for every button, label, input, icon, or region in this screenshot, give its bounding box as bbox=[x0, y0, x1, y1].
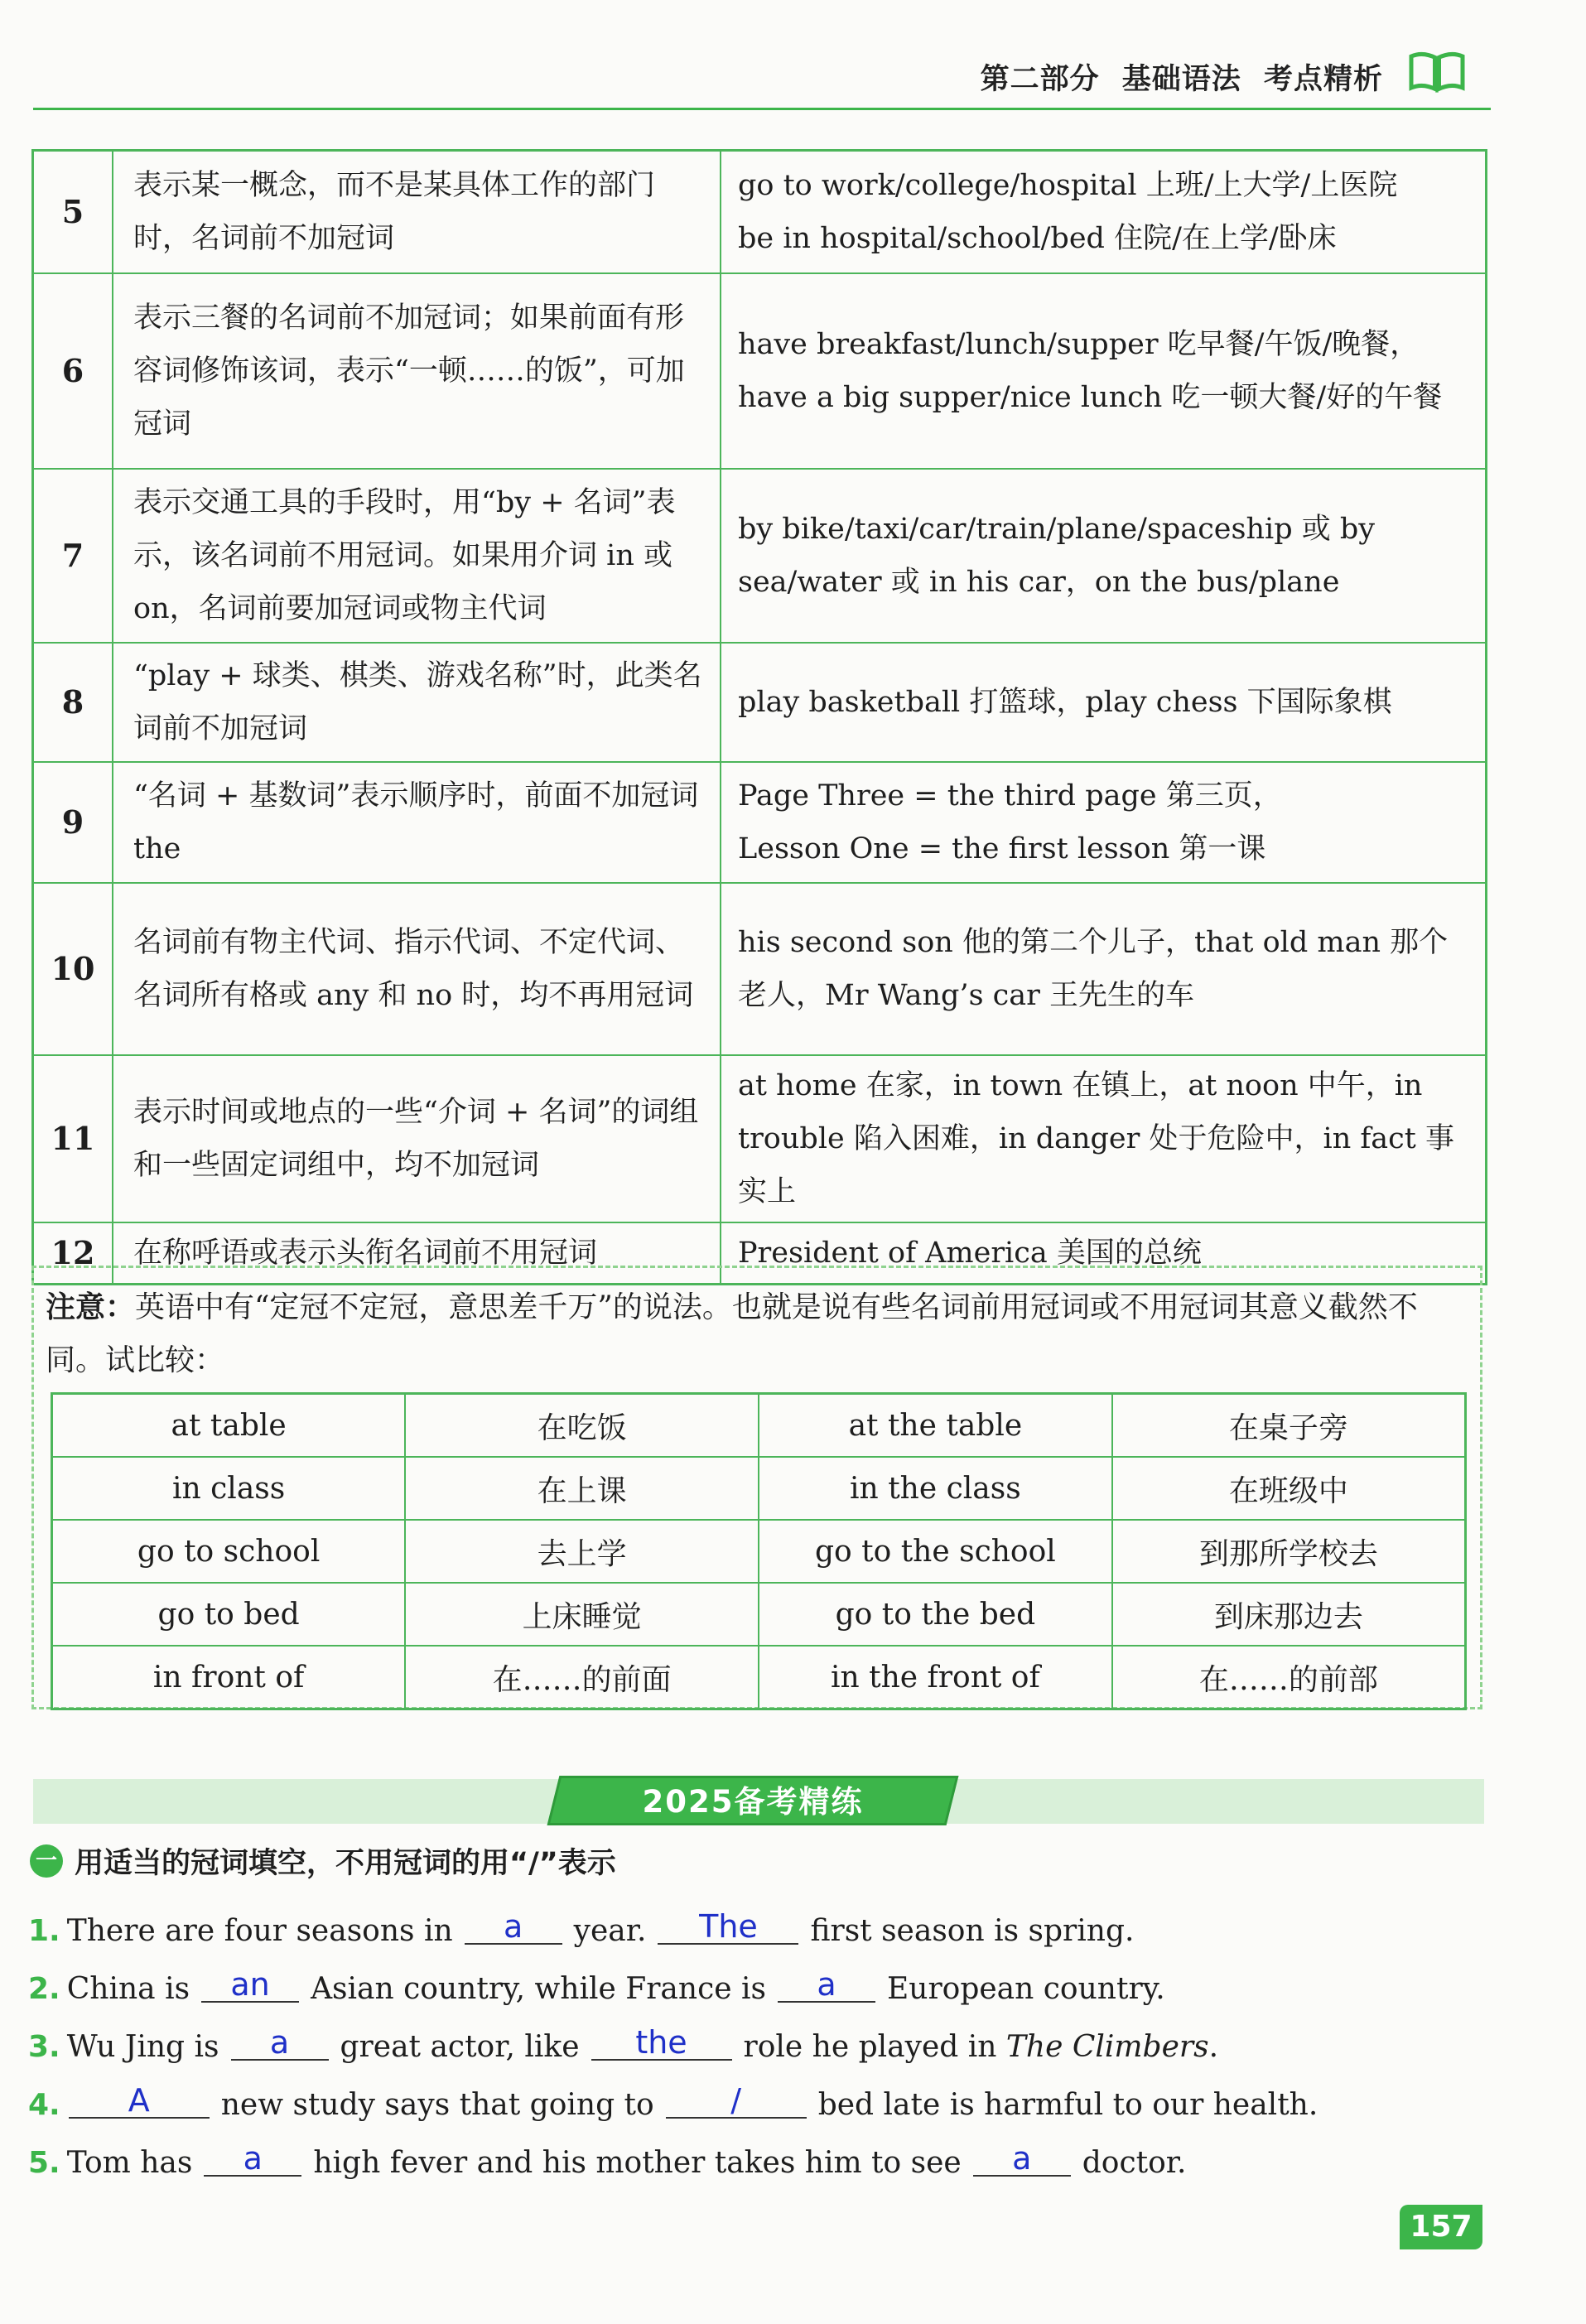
rule-number: 8 bbox=[33, 643, 113, 762]
example-line: go to work/college/hospital 上班/上大学/上医院 be in hospital/school/bed 住院/在上学/卧床 bbox=[738, 168, 1398, 255]
table-cell: 在桌子旁 bbox=[1112, 1394, 1466, 1458]
rule-number: 5 bbox=[33, 151, 113, 273]
table-cell: 在班级中 bbox=[1112, 1457, 1466, 1520]
table-row bbox=[52, 1457, 1466, 1520]
question-text: . bbox=[1208, 2030, 1219, 2064]
table-row bbox=[33, 469, 1487, 643]
table-cell: in the class bbox=[759, 1457, 1112, 1520]
question-text: Wu Jing is bbox=[66, 2030, 219, 2064]
rule-example: have breakfast/lunch/supper 吃早餐/午饭/晚餐，have a big supper/nice lunch 吃一顿大餐/好的午餐 bbox=[721, 273, 1487, 469]
question-text: new study says that going to bbox=[220, 2088, 654, 2122]
table-cell: 在吃饭 bbox=[405, 1394, 759, 1458]
question-4 bbox=[28, 2081, 1318, 2130]
question-1 bbox=[28, 1907, 1134, 1956]
table-row bbox=[33, 1055, 1487, 1222]
table-row bbox=[33, 762, 1487, 883]
table-cell: 到那所学校去 bbox=[1112, 1520, 1466, 1583]
rule-description: 在称呼语或表示头衔名词前不用冠词 bbox=[113, 1222, 721, 1285]
rule-description: 表示交通工具的手段时，用“by + 名词”表示，该名词前不用冠词。如果用介词 in 或 on，名词前要加冠词或物主代词 bbox=[113, 469, 721, 643]
question-text: China is bbox=[66, 1972, 190, 2006]
practice-banner-title: 2025备考精练 bbox=[642, 1784, 864, 1820]
rule-number: 9 bbox=[33, 762, 113, 883]
table-cell: in class bbox=[52, 1457, 406, 1520]
question-number: 5. bbox=[28, 2146, 60, 2180]
question-text: great actor, like bbox=[340, 2030, 580, 2064]
table-row bbox=[33, 883, 1487, 1055]
table-cell: go to the school bbox=[759, 1520, 1112, 1583]
question-number: 2. bbox=[28, 1972, 60, 2006]
question-number: 3. bbox=[28, 2030, 60, 2064]
rule-example: by bike/taxi/car/train/plane/spaceship 或 by sea/water 或 in his car，on the bus/plane bbox=[721, 469, 1487, 643]
question-text: year. bbox=[573, 1914, 647, 1948]
page-header bbox=[33, 41, 1491, 110]
open-book-icon bbox=[1408, 50, 1466, 93]
table-cell: 在……的前面 bbox=[405, 1646, 759, 1709]
table-cell: at the table bbox=[759, 1394, 1112, 1458]
answer-blank[interactable]: the bbox=[591, 2026, 732, 2061]
rule-description: 表示时间或地点的一些“介词 + 名词”的词组和一些固定词组中，均不加冠词 bbox=[113, 1055, 721, 1222]
rule-description: 名词前有物主代词、指示代词、不定代词、名词所有格或 any 和 no 时，均不再用冠词 bbox=[113, 883, 721, 1055]
table-row bbox=[33, 151, 1487, 273]
question-text: doctor. bbox=[1082, 2146, 1187, 2180]
rule-number: 6 bbox=[33, 273, 113, 469]
rule-example: play basketball 打篮球，play chess 下国际象棋 bbox=[721, 643, 1487, 762]
table-cell: 上床睡觉 bbox=[405, 1583, 759, 1646]
table-row bbox=[52, 1520, 1466, 1583]
table-row bbox=[52, 1646, 1466, 1709]
question-5 bbox=[28, 2138, 1186, 2188]
answer-blank[interactable]: / bbox=[666, 2084, 807, 2119]
note-label: 注意： bbox=[46, 1290, 136, 1324]
table-cell: 去上学 bbox=[405, 1520, 759, 1583]
page-number: 157 bbox=[1400, 2205, 1482, 2249]
table-cell: go to bed bbox=[52, 1583, 406, 1646]
question-2 bbox=[28, 1965, 1165, 2014]
note-text bbox=[46, 1281, 1470, 1387]
rule-number: 12 bbox=[33, 1222, 113, 1285]
rule-description: 表示某一概念，而不是某具体工作的部门时，名词前不加冠词 bbox=[113, 151, 721, 273]
question-text: high fever and his mother takes him to see bbox=[313, 2146, 962, 2180]
section-badge: 一 bbox=[30, 1844, 63, 1878]
rule-example bbox=[721, 762, 1487, 883]
question-text: European country. bbox=[886, 1972, 1165, 2006]
article-rules-table bbox=[31, 149, 1487, 1285]
question-text: Asian country, while France is bbox=[311, 1972, 766, 2006]
header-title: 第二部分 基础语法 考点精析 bbox=[980, 63, 1383, 96]
rule-number: 7 bbox=[33, 469, 113, 643]
table-cell: 到床那边去 bbox=[1112, 1583, 1466, 1646]
question-text: first season is spring. bbox=[810, 1914, 1135, 1948]
table-cell: in front of bbox=[52, 1646, 406, 1709]
movie-title: The Climbers bbox=[1005, 2030, 1209, 2064]
answer-blank[interactable]: The bbox=[658, 1910, 798, 1945]
example-line: Page Three = the third page 第三页， Lesson One = the first lesson 第一课 bbox=[738, 779, 1282, 865]
table-cell: 在上课 bbox=[405, 1457, 759, 1520]
question-text: Tom has bbox=[66, 2146, 193, 2180]
answer-blank[interactable]: A bbox=[69, 2084, 210, 2119]
rule-number: 10 bbox=[33, 883, 113, 1055]
section-title-text: 用适当的冠词填空，不用冠词的用“/”表示 bbox=[75, 1847, 616, 1880]
question-text: role he played in bbox=[743, 2030, 997, 2064]
table-row bbox=[33, 643, 1487, 762]
table-cell: at table bbox=[52, 1394, 406, 1458]
answer-blank[interactable]: a bbox=[778, 1968, 875, 2003]
rule-description: 表示三餐的名词前不加冠词；如果前面有形容词修饰该词，表示“一顿……的饭”，可加冠词 bbox=[113, 273, 721, 469]
question-text: bed late is harmful to our health. bbox=[817, 2088, 1318, 2122]
question-3 bbox=[28, 2023, 1218, 2072]
table-cell: in the front of bbox=[759, 1646, 1112, 1709]
table-cell: go to school bbox=[52, 1520, 406, 1583]
section-title bbox=[30, 1840, 616, 1887]
table-cell: 在……的前部 bbox=[1112, 1646, 1466, 1709]
rule-description: “play + 球类、棋类、游戏名称”时，此类名词前不加冠词 bbox=[113, 643, 721, 762]
note-body: 英语中有“定冠不定冠，意思差千万”的说法。也就是说有些名词前用冠词或不用冠词其意义截然不同。试比较： bbox=[46, 1290, 1418, 1377]
rule-description: “名词 + 基数词”表示顺序时，前面不加冠词 the bbox=[113, 762, 721, 883]
question-number: 1. bbox=[28, 1914, 60, 1948]
rule-example: President of America 美国的总统 bbox=[721, 1222, 1487, 1285]
comparison-table bbox=[51, 1392, 1467, 1710]
answer-blank[interactable]: a bbox=[204, 2142, 301, 2177]
note-box bbox=[31, 1266, 1482, 1709]
rule-example: his second son 他的第二个儿子，that old man 那个老人，Mr Wang’s car 王先生的车 bbox=[721, 883, 1487, 1055]
rule-example bbox=[721, 151, 1487, 273]
rule-example: at home 在家，in town 在镇上，at noon 中午，in trouble 陷入困难，in danger 处于危险中，in fact 事实上 bbox=[721, 1055, 1487, 1222]
answer-blank[interactable]: a bbox=[465, 1910, 562, 1945]
table-row bbox=[33, 273, 1487, 469]
table-row bbox=[52, 1394, 1466, 1458]
answer-blank[interactable]: a bbox=[231, 2026, 329, 2061]
table-cell: go to the bed bbox=[759, 1583, 1112, 1646]
question-text: There are four seasons in bbox=[66, 1914, 453, 1948]
question-number: 4. bbox=[28, 2088, 60, 2122]
rule-number: 11 bbox=[33, 1055, 113, 1222]
answer-blank[interactable]: an bbox=[201, 1968, 299, 2003]
answer-blank[interactable]: a bbox=[973, 2142, 1071, 2177]
table-row bbox=[52, 1583, 1466, 1646]
